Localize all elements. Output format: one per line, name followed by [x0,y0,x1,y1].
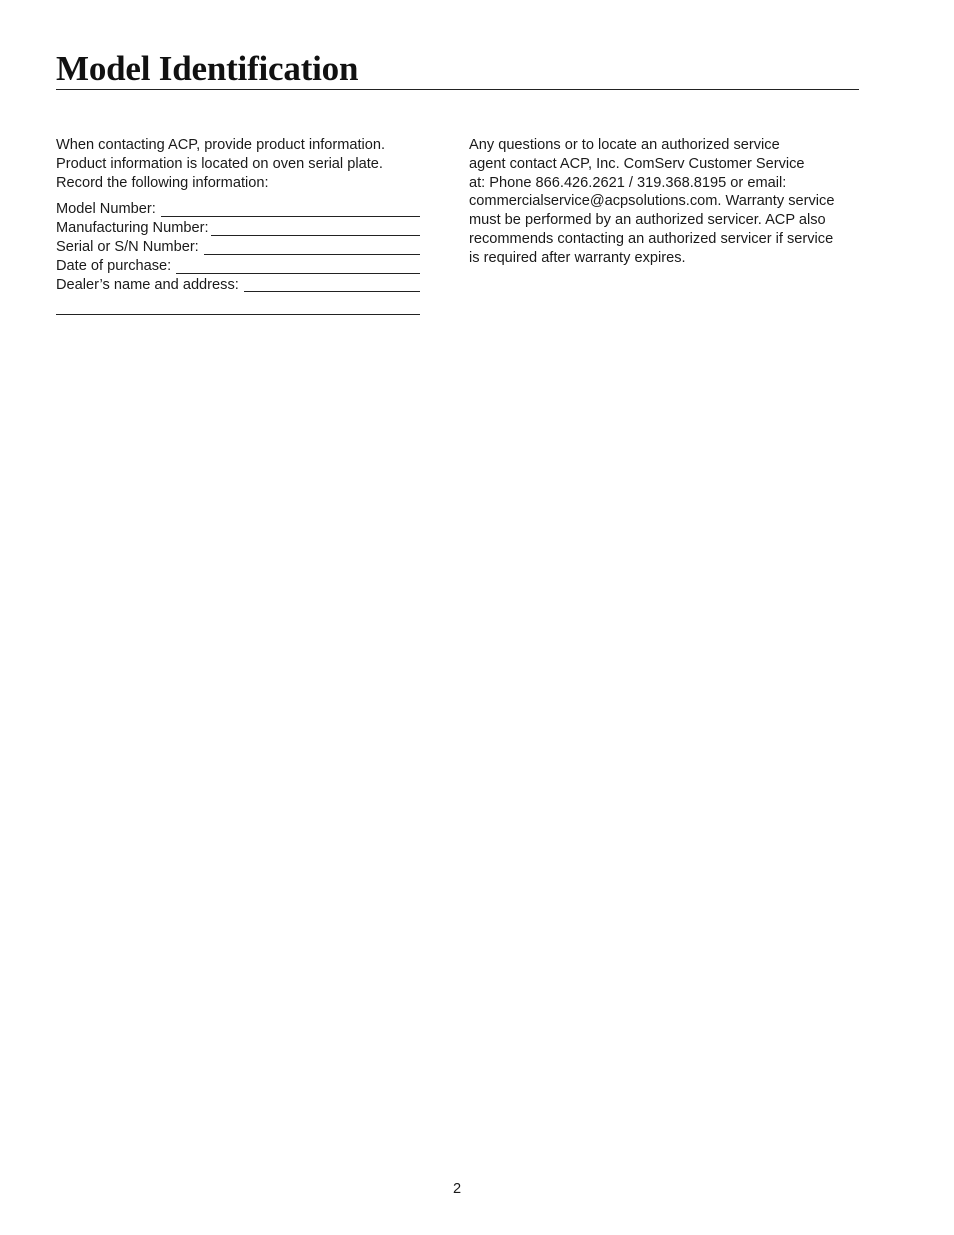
manufacturing-number-label: Manufacturing Number: [56,220,209,237]
dealer-address-blank-line [56,299,420,315]
service-line: at: Phone 866.426.2621 / 319.368.8195 or email: [469,174,787,191]
manufacturing-number-blank-line [211,220,421,236]
model-number-row [56,200,420,219]
right-column [469,136,869,268]
page-title: Model Identification [56,49,359,88]
page-number: 2 [452,1181,462,1197]
serial-number-row [56,238,420,257]
date-of-purchase-blank-line [176,258,420,274]
title-divider [56,89,859,90]
left-column [56,136,420,317]
serial-number-blank-line [204,239,420,255]
intro-line: When contacting ACP, provide product information. [56,137,386,153]
service-line: recommends contacting an authorized servicer if service [469,230,834,247]
service-line: must be performed by an authorized servicer. ACP also [469,212,826,229]
model-number-blank-line [161,201,420,217]
intro-line: Record the following information: [56,174,269,191]
manufacturing-number-row [56,219,420,238]
dealer-address-row [56,294,420,317]
model-number-label: Model Number: [56,201,156,218]
service-paragraph [469,136,869,268]
date-of-purchase-row [56,257,420,276]
intro-paragraph [56,136,420,192]
intro-line: Product information is located on oven serial plate. [56,155,383,172]
service-line: is required after warranty expires. [469,249,686,266]
dealer-row [56,276,420,295]
service-line: Any questions or to locate an authorized service [469,137,780,153]
dealer-label: Dealer’s name and address: [56,276,239,293]
service-line: agent contact ACP, Inc. ComServ Customer Service [469,155,805,172]
dealer-blank-line [244,276,420,292]
serial-number-label: Serial or S/N Number: [56,238,199,255]
service-line: commercialservice@acpsolutions.com. Warranty service [469,193,835,210]
record-form [56,200,420,317]
date-of-purchase-label: Date of purchase: [56,257,172,274]
